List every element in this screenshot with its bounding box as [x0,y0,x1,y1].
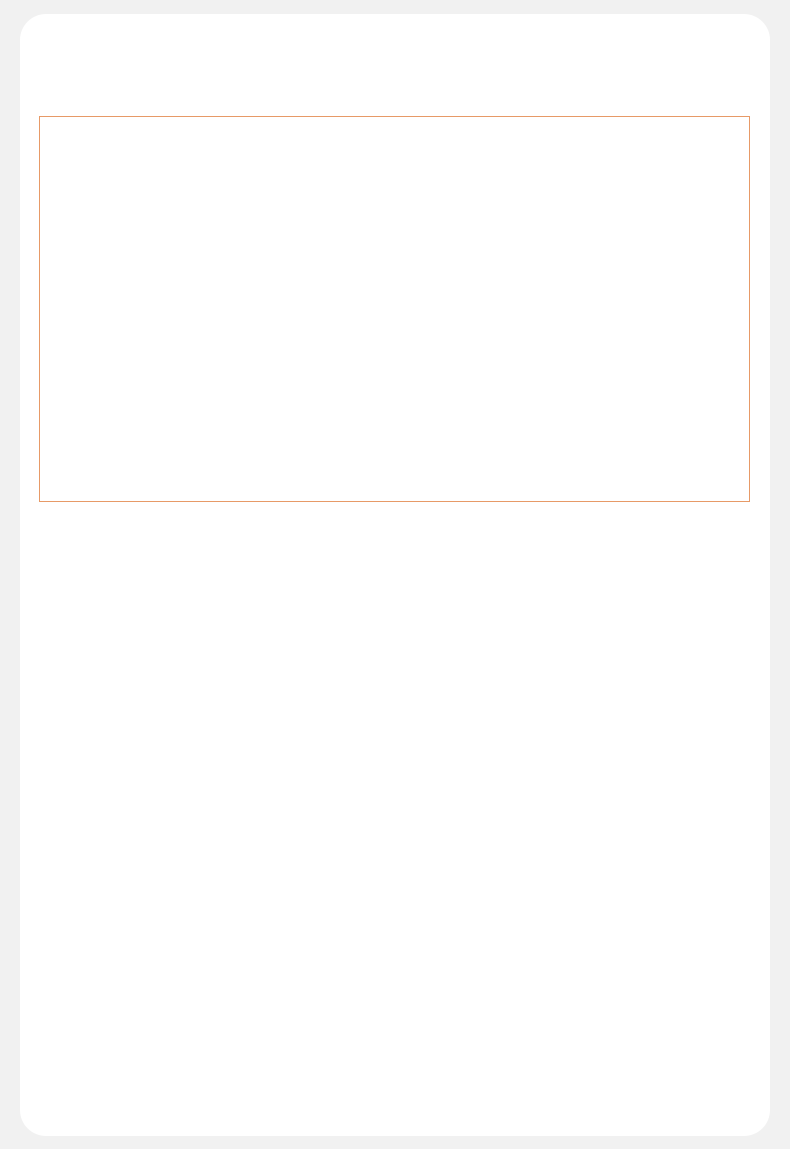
size-chart-table [39,116,750,502]
